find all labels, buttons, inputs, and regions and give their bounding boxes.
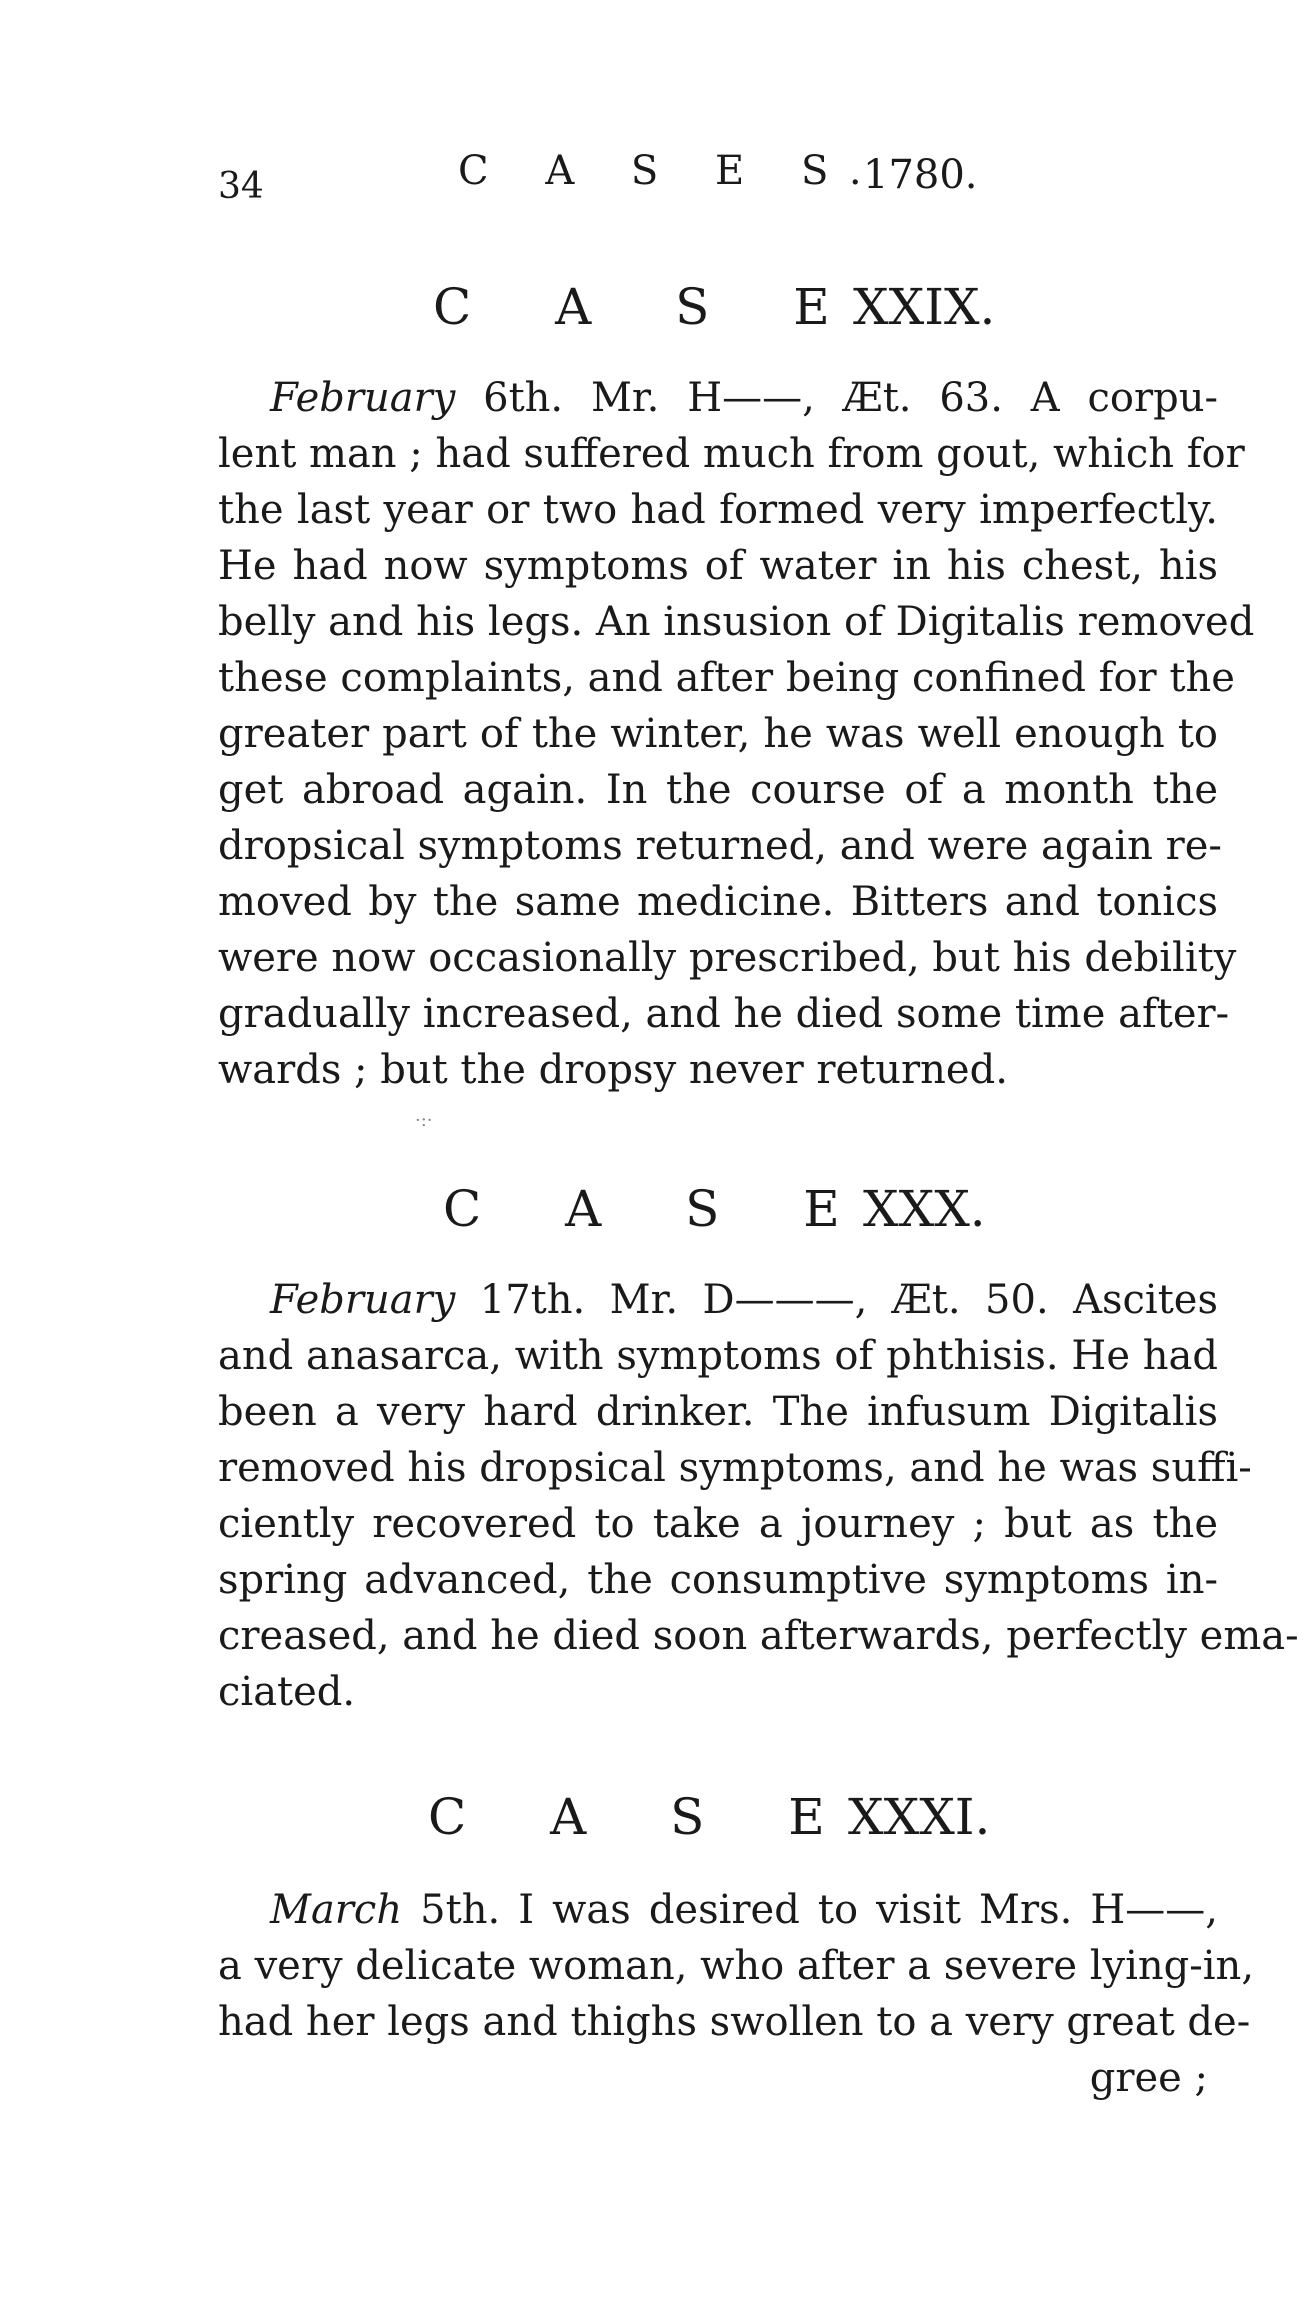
text-line: and anasarca, with symptoms of phthisis. He had xyxy=(218,1333,1218,1379)
text-line: get abroad again. In the course of a month the xyxy=(218,767,1218,813)
text-line: He had now symptoms of water in his chest, his xyxy=(218,543,1218,589)
running-year: 1780. xyxy=(863,152,978,198)
case-heading xyxy=(218,1788,1218,1854)
text-line: February 6th. Mr. H——, Æt. 63. A corpu- xyxy=(270,375,1218,421)
case-heading-word: C A S E xyxy=(433,278,864,336)
text-line: these complaints, and after being confined for the xyxy=(218,655,1235,701)
case-body xyxy=(218,1882,1255,2106)
text-line: lent man ; had suffered much from gout, which for xyxy=(218,431,1245,477)
case-date: February xyxy=(270,1277,456,1323)
text-line: gradually increased, and he died some time after- xyxy=(218,991,1230,1037)
text-line: February 17th. Mr. D———, Æt. 50. Ascites xyxy=(270,1277,1218,1323)
case-heading-numeral: XXIX. xyxy=(853,278,996,336)
case-body xyxy=(218,370,1255,1098)
text-line: March 5th. I was desired to visit Mrs. H——, xyxy=(270,1887,1218,1933)
text-line: been a very hard drinker. The infusum Digitalis xyxy=(218,1389,1218,1435)
text-line: belly and his legs. An insusion of Digitalis removed xyxy=(218,599,1255,645)
catchword: gree ; xyxy=(1089,2055,1208,2101)
case-heading xyxy=(218,278,1218,344)
case-heading xyxy=(218,1180,1218,1246)
text-line: wards ; but the dropsy never returned. xyxy=(218,1047,1008,1093)
running-title: C A S E S. xyxy=(458,148,884,194)
text-line: greater part of the winter, he was well enough to xyxy=(218,711,1218,757)
print-speck: ·:· xyxy=(415,1110,433,1131)
case-date: March xyxy=(270,1887,403,1933)
text-line: moved by the same medicine. Bitters and tonics xyxy=(218,879,1218,925)
case-heading-numeral: XXX. xyxy=(863,1180,986,1238)
text-line: the last year or two had formed very imperfectly. xyxy=(218,487,1218,533)
text-line: dropsical symptoms returned, and were again re- xyxy=(218,823,1222,869)
page-number: 34 xyxy=(218,166,264,207)
text-line: had her legs and thighs swollen to a very great de- xyxy=(218,1999,1251,2045)
text-line: removed his dropsical symptoms, and he was suffi- xyxy=(218,1445,1252,1491)
case-body xyxy=(218,1272,1299,1720)
case-date: February xyxy=(270,375,456,421)
text-line: spring advanced, the consumptive symptoms in- xyxy=(218,1557,1218,1603)
case-heading-word: C A S E xyxy=(428,1788,859,1846)
text-line: ciated. xyxy=(218,1669,356,1715)
text-line: a very delicate woman, who after a severe lying-in, xyxy=(218,1943,1255,1989)
running-head xyxy=(218,148,1018,208)
text-line: ciently recovered to take a journey ; but as the xyxy=(218,1501,1218,1547)
text-line: were now occasionally prescribed, but his debility xyxy=(218,935,1237,981)
case-heading-word: C A S E xyxy=(443,1180,874,1238)
case-heading-numeral: XXXI. xyxy=(848,1788,991,1846)
text-line: creased, and he died soon afterwards, perfectly ema- xyxy=(218,1613,1299,1659)
